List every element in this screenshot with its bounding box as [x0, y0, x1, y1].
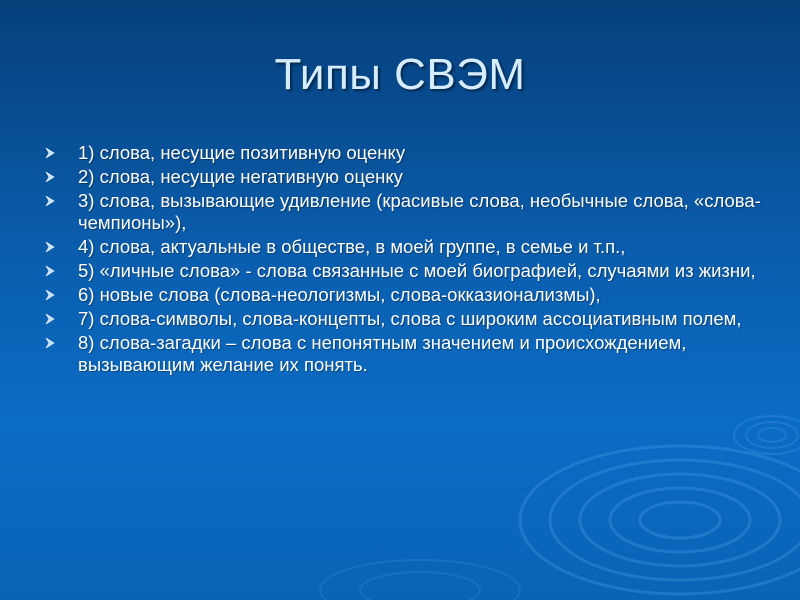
- list-item: [42, 166, 772, 188]
- list-item: [42, 332, 772, 376]
- list-item-text: 2) слова, несущие негативную оценку: [78, 166, 403, 187]
- list-item-text: 4) слова, актуальные в обществе, в моей группе, в семье и т.п.,: [78, 236, 626, 257]
- arrow-bullet-icon: [44, 289, 56, 301]
- list-item-text: 3) слова, вызывающие удивление (красивые слова, необычные слова, «слова-чемпионы»),: [78, 190, 761, 233]
- arrow-bullet-icon: [44, 313, 56, 325]
- list-item: [42, 142, 772, 164]
- list-item: [42, 236, 772, 258]
- arrow-bullet-icon: [44, 195, 56, 207]
- list-item-text: 1) слова, несущие позитивную оценку: [78, 142, 406, 163]
- list-item-text: 5) «личные слова» - слова связанные с моей биографией, случаями из жизни,: [78, 260, 756, 281]
- bullet-list: [42, 142, 772, 378]
- list-item: [42, 284, 772, 306]
- arrow-bullet-icon: [44, 337, 56, 349]
- list-item-text: 7) слова-символы, слова-концепты, слова с широким ассоциативным полем,: [78, 308, 742, 329]
- list-item: [42, 190, 772, 234]
- list-item: [42, 308, 772, 330]
- list-item: [42, 260, 772, 282]
- slide-title: Типы СВЭМ: [274, 50, 526, 99]
- arrow-bullet-icon: [44, 241, 56, 253]
- arrow-bullet-icon: [44, 147, 56, 159]
- arrow-bullet-icon: [44, 265, 56, 277]
- list-item-text: 6) новые слова (слова-неологизмы, слова-окказионализмы),: [78, 284, 601, 305]
- list-item-text: 8) слова-загадки – слова с непонятным значением и происхождением, вызывающим желание их понять.: [78, 332, 687, 375]
- arrow-bullet-icon: [44, 171, 56, 183]
